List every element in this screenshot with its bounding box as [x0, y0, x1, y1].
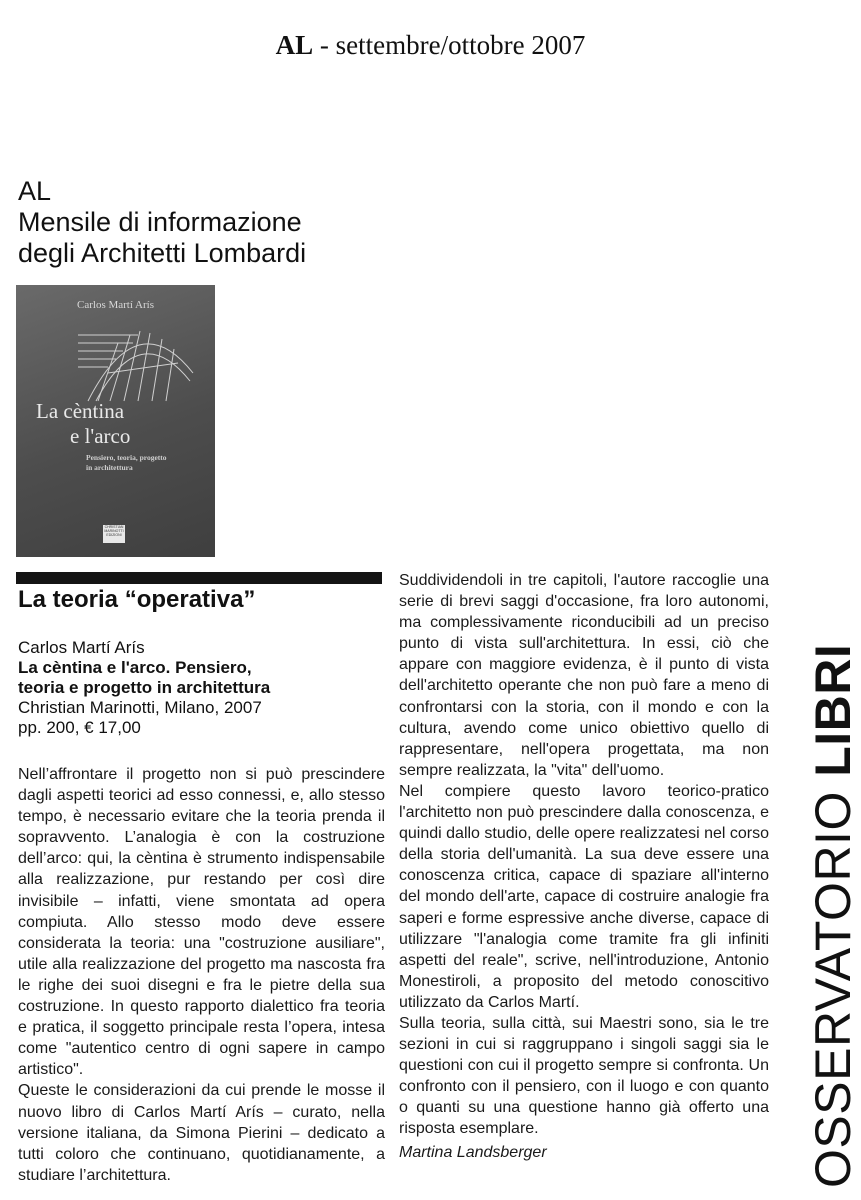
book-author: Carlos Martí Arís [18, 638, 145, 657]
article-paragraph: Nell’affrontare il progetto non si può prescindere dagli aspetti teorici ad esso connessi, e, allo stesso tempo, è necessario evitare che la teoria prenda il sopravvento. L’analogia è con la costruzione dell’arco: qui, la cèntina è strumento indispensabile alla realizzazione, pur restando per così dire invisibile – infatti, viene smontata ad opera compiuta. Allo stesso modo deve essere considerata la teoria: una "costruzione ausiliare", utile alla realizzazione del progetto ma nascosta fra le righe dei suoi disegni e fra le pietre della sua costruzione. In questo rapporto dialettico fra teoria e pratica, il soggetto principale resta l’opera, intesa come "autentico centro di ogni sapere in campo artistico". [18, 766, 385, 1079]
cover-publisher-logo [103, 525, 125, 543]
masthead-line-2: Mensile di informazione [18, 207, 302, 237]
article-column-left [18, 764, 385, 1186]
arch-centering-illustration [78, 313, 198, 403]
header-brand: AL [275, 30, 314, 60]
article-signature: Martina Landsberger [399, 1143, 547, 1161]
article-paragraph: Nel compiere questo lavoro teorico-pratico l'architetto non può prescindere dalla conoscenza, e quindi dallo studio, delle opere realizzatesi nel corso della storia dell'umanità. La sua deve essere una conoscenza critica, capace di spaziare all'interno del mondo dell'arte, capace di costruire analogie fra saperi e forme espressive anche diverse, capace di utilizzare "l'analogia come tramite fra gli infiniti aspetti del reale", scrive, nell'introduzione, Antonio Monestiroli, a proposito del metodo conoscitivo utilizzato da Carlos Martí. [399, 782, 769, 1011]
cover-author: Carlos Martí Arís [77, 299, 154, 311]
article-headline: La teoria “operativa” [18, 586, 256, 613]
masthead-line-3: degli Architetti Lombardi [18, 238, 307, 268]
header-issue-date: - settembre/ottobre 2007 [313, 30, 586, 60]
article-paragraph: Queste le considerazioni da cui prende le mosse il nuovo libro di Carlos Martí Arís – curato, nella versione italiana, da Simona Pierini – dedicato a tutti coloro che continuano, quotidianamente, a studiare l’architettura. [18, 1082, 385, 1184]
book-title-line-2: teoria e progetto in architettura [18, 678, 271, 697]
cover-title [36, 399, 130, 449]
cover-publisher-line-3: EDIZIONI [106, 533, 122, 537]
book-details [18, 638, 270, 738]
section-rule-bar [16, 572, 382, 584]
article-paragraph: Suddividendoli in tre capitoli, l'autore raccoglie una serie di brevi saggi d'occasione, fra loro autonomi, ma complessivamente riconducibili ad un preciso punto di vista sull'architettura. In essi, ciò che appare con maggiore evidenza, è il punto di vista dell'architetto operante che non può fare a meno di confrontarsi con la storia, con il mondo e con la cultura, avendo come unico obiettivo quello di rappresentare, nell'opera progettata, ma non sempre realizzata, la "vita" dell'uomo. [399, 572, 769, 779]
cover-subtitle [86, 453, 196, 473]
article-column-right [399, 570, 769, 1163]
section-label-light: OSSERVATORIO [805, 776, 861, 1188]
masthead-line-1: AL [18, 176, 52, 206]
section-label-text [805, 643, 861, 1188]
book-pages-price: pp. 200, € 17,00 [18, 718, 141, 737]
section-label-heavy: LIBRI [805, 643, 861, 777]
publication-masthead [18, 176, 306, 269]
page-header [0, 30, 861, 61]
cover-publisher-line-2: MARINOTTI [104, 529, 124, 533]
cover-subtitle-line-1: Pensiero, teoria, progetto [86, 453, 167, 462]
book-publisher: Christian Marinotti, Milano, 2007 [18, 698, 262, 717]
article-paragraph: Sulla teoria, sulla città, sui Maestri sono, sia le tre sezioni in cui si raggruppano i singoli saggi sia le questioni con cui il progetto sempre si confronta. Un confronto con il pensiero, con il luogo e con quanto o quanti su una questione hanno già offerto una risposta esemplare. [399, 1014, 769, 1138]
cover-publisher-line-1: CHRISTIAN [104, 525, 124, 529]
cover-subtitle-line-2: in architettura [86, 463, 133, 472]
book-title-line-1: La cèntina e l'arco. Pensiero, [18, 658, 252, 677]
cover-title-line-1: La cèntina [36, 399, 125, 423]
book-cover-image [16, 285, 215, 557]
cover-title-line-2: e l'arco [70, 424, 131, 448]
